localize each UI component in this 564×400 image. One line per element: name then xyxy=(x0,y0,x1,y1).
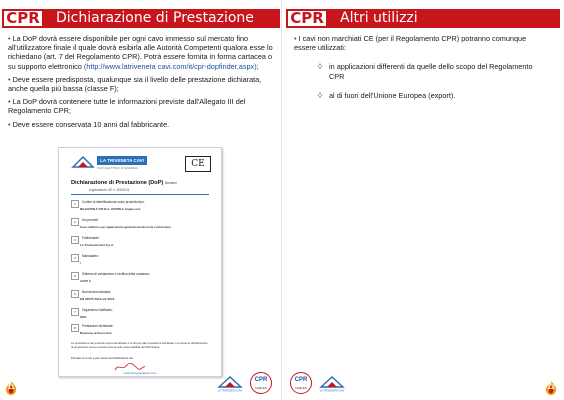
diamond-bullet-icon: ◊ xyxy=(318,62,322,72)
paragraph-text: La DoP dovrà essere disponibile per ogni cavo immesso sul mercato fino all'utilizzatore finale il quale dovrà esibirla alle Autorità Competenti qualora esse lo richiedano (art. 7 del Regolamento CPR). Potrà essere fornita in forma cartacea o su supporto elettronico xyxy=(8,34,273,71)
cert-row xyxy=(71,272,150,283)
row-value: BS-H07RN-F P.R.B.A. H07RN-F single-core xyxy=(80,207,141,211)
row-value: EN 50575:2014+A1:2016 xyxy=(80,297,115,301)
bullet: • xyxy=(8,119,11,129)
row-value: / xyxy=(80,261,81,265)
right-header-bar xyxy=(286,9,560,28)
cert-row xyxy=(71,290,115,301)
paragraph-dop-content xyxy=(8,97,276,115)
row-value: La Triveneta Cavi S.p.A. xyxy=(80,243,115,247)
triveneta-footer-logo-icon xyxy=(216,374,244,392)
row-label: Mandatario: xyxy=(82,254,99,258)
footer-logo-text: LA TRIVENETA CAVI xyxy=(217,389,243,392)
list-item-text: al di fuori dell'Unione Europea (export). xyxy=(329,90,456,100)
row-number: 6 xyxy=(71,290,79,298)
cert-row xyxy=(71,218,171,229)
dopfinder-link[interactable]: (http://www.latriveneta cavi.com/it/cpr-dopfinder.aspx); xyxy=(83,61,259,71)
page-title: Altri utilizzi xyxy=(340,10,418,26)
cpr-badge-sub: CABLES xyxy=(295,386,307,390)
list-item xyxy=(318,91,544,100)
cert-row xyxy=(71,324,114,335)
cert-brand-sub: CAVI ELETTRICI DI ENERGIA xyxy=(97,166,139,170)
page-number: 11 xyxy=(7,384,15,391)
row-label: Usi previsti: xyxy=(82,218,99,222)
footer-logo-text: LA TRIVENETA CAVI xyxy=(319,389,345,392)
triveneta-footer-logo-icon xyxy=(318,374,346,392)
left-body xyxy=(8,34,276,133)
cpr-cables-badge xyxy=(250,372,272,394)
cpr-cables-badge xyxy=(290,372,312,394)
cpr-badge-text: CPR xyxy=(294,377,308,383)
diamond-bullet-icon: ◊ xyxy=(318,90,322,100)
row-value: Reazione al fuoco Eca xyxy=(80,331,112,335)
cert-url: www.latrivenetacavi.com xyxy=(123,371,157,375)
list-item-text: in applicazioni differenti da quelle dello scopo del Regolamento CPR xyxy=(329,62,533,81)
paragraph-dop-retention xyxy=(8,120,276,129)
cert-subtitle: regolamento UE n. 305/2011 xyxy=(89,188,130,192)
row-label: Organismo Notificato: xyxy=(82,308,113,312)
paragraph-text: Deve essere predisposta, qualunque sia il livello delle prestazione dichiarata, anche quella più bassa (classe F); xyxy=(8,74,262,94)
left-header-bar xyxy=(2,9,280,28)
cert-footer-text: La prestazione del prodotto sopra identificato è conforme alle prestazioni dichiarate. La presente dichiarazione di prestazione viene emessa sotto la sola responsabilità del fabbricante. xyxy=(71,341,208,349)
cert-row xyxy=(71,308,113,319)
row-label: Codice di identificazione unico prodotto-tipo: xyxy=(82,200,145,204)
paragraph-text: La DoP dovrà contenere tutte le informazioni previste dall'Allegato III del Regolamento CPR; xyxy=(8,97,246,116)
cert-row xyxy=(71,200,145,211)
right-body xyxy=(294,34,544,100)
list-item xyxy=(318,62,544,80)
bullet: • xyxy=(8,34,11,43)
cpr-tag: CPR xyxy=(286,9,328,28)
paragraph-dop-required xyxy=(8,75,276,93)
bullet: • xyxy=(8,97,11,107)
row-number: 4 xyxy=(71,254,79,262)
page-title: Dichiarazione di Prestazione xyxy=(56,10,254,26)
paragraph-dop-availability xyxy=(8,34,276,71)
cert-row xyxy=(71,254,99,265)
triveneta-logo-icon xyxy=(71,155,95,169)
bullet: • xyxy=(8,74,11,84)
row-value: Cavo elettrico per applicazioni generali nei lavori di costruzione xyxy=(80,225,171,229)
row-number: 8 xyxy=(71,324,79,332)
cpr-badge-text: CPR xyxy=(254,377,268,383)
row-value: 0051 xyxy=(80,315,87,319)
cert-title: Dichiarazione di Prestazione (DoP) xyxy=(71,180,164,186)
row-label: Prestazioni dichiarate: xyxy=(82,324,114,328)
row-number: 5 xyxy=(71,272,79,280)
intro-text: I cavi non marchiati CE (per il Regolamento CPR) potranno comunque essere utilizzati: xyxy=(294,34,527,53)
intro-paragraph xyxy=(294,34,544,52)
ce-mark-icon: CE xyxy=(185,156,211,172)
row-label: Sistema di valutazione e verifica della costanza: xyxy=(82,272,150,276)
row-label: Norma Armonizzata: xyxy=(82,290,111,294)
row-number: 2 xyxy=(71,218,79,226)
cert-row xyxy=(71,236,115,247)
cert-number-label: Numero: xyxy=(165,181,178,185)
row-label: Fabbricante: xyxy=(82,236,100,240)
cpr-badge-sub: CABLES xyxy=(255,386,267,390)
paragraph-text: Deve essere conservata 10 anni dal fabbricante. xyxy=(12,119,170,129)
dop-certificate xyxy=(58,147,222,377)
row-number: 7 xyxy=(71,308,79,316)
cert-brand: LA TRIVENETA CAVI xyxy=(97,156,147,165)
row-number: 3 xyxy=(71,236,79,244)
page-number: 12 xyxy=(547,384,555,391)
cert-signature-label: Firmato a nome e per conto del fabbricante da: xyxy=(71,356,134,360)
divider xyxy=(71,194,209,195)
row-value: AVCP 3 xyxy=(80,279,91,283)
bullet: • xyxy=(294,34,297,43)
row-number: 1 xyxy=(71,200,79,208)
cpr-tag: CPR xyxy=(2,9,44,28)
